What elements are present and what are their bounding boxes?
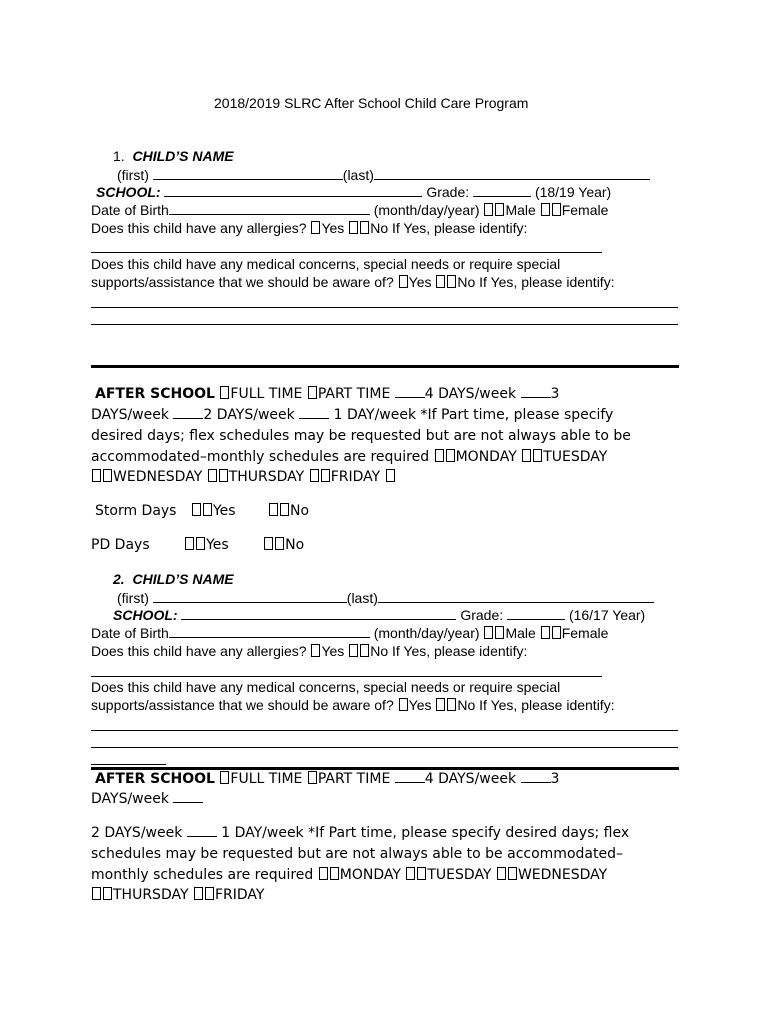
child1-heading-label: CHILD’S NAME bbox=[132, 148, 234, 164]
after-school2-thursday-label: THURSDAY bbox=[113, 887, 189, 903]
after-school1-extra-checkbox[interactable] bbox=[386, 469, 395, 482]
child1-name-row bbox=[117, 166, 650, 184]
child1-male-checkbox[interactable] bbox=[484, 203, 493, 216]
storm-days-no-checkbox[interactable] bbox=[269, 503, 278, 516]
after-school2-monday-label: MONDAY bbox=[339, 867, 401, 883]
storm-days-no-checkbox-2[interactable] bbox=[280, 503, 289, 516]
child1-medical-question-2: supports/assistance that we should be aware of? bbox=[91, 274, 394, 290]
child1-allergies-no-checkbox-2[interactable] bbox=[360, 221, 369, 234]
after-school1-parttime-checkbox[interactable] bbox=[308, 386, 317, 399]
storm-days-yes-checkbox-2[interactable] bbox=[203, 503, 212, 516]
storm-days-label: Storm Days bbox=[95, 503, 177, 519]
child1-grade-field[interactable] bbox=[473, 183, 531, 197]
after-school1-monday-checkbox-2[interactable] bbox=[446, 449, 455, 462]
after-school2-line3 bbox=[91, 823, 629, 844]
child1-medical-line-2[interactable] bbox=[91, 324, 678, 325]
child2-male-checkbox[interactable] bbox=[484, 626, 493, 639]
child1-school-row bbox=[96, 183, 611, 201]
after-school1-4days-label: 4 DAYS/week bbox=[424, 386, 517, 402]
child2-male-checkbox-2[interactable] bbox=[495, 626, 504, 639]
after-school2-line4: schedules may be requested but are not always able to be accommodated– bbox=[91, 846, 623, 862]
child1-dob-field[interactable] bbox=[169, 201, 370, 215]
child2-allergies-no-checkbox[interactable] bbox=[349, 644, 358, 657]
after-school1-fulltime-checkbox[interactable] bbox=[220, 386, 229, 399]
child2-name-row bbox=[117, 589, 654, 607]
after-school2-line2 bbox=[91, 789, 203, 810]
child2-medical-question-1: Does this child have any medical concerns, special needs or require special bbox=[91, 679, 561, 695]
child1-dob-format: (month/day/year) bbox=[373, 202, 480, 218]
child2-female-checkbox[interactable] bbox=[541, 626, 550, 639]
after-school1-line5 bbox=[91, 467, 396, 488]
pd-days-no-checkbox[interactable] bbox=[264, 537, 273, 550]
child1-allergies-question: Does this child have any allergies? bbox=[91, 220, 307, 236]
child2-school-row bbox=[113, 606, 645, 624]
child2-medical-line-2[interactable] bbox=[91, 747, 678, 748]
storm-days-yes-label: Yes bbox=[212, 503, 236, 519]
storm-days-row bbox=[95, 501, 309, 522]
pd-days-label: PD Days bbox=[91, 537, 150, 553]
after-school1-friday-checkbox-2[interactable] bbox=[321, 469, 330, 482]
child1-dob-row bbox=[91, 201, 608, 219]
after-school2-parttime-checkbox[interactable] bbox=[308, 771, 317, 784]
child2-first-label: (first) bbox=[117, 590, 149, 606]
after-school2-4days-label: 4 DAYS/week bbox=[424, 771, 517, 787]
child1-last-label: (last) bbox=[342, 167, 374, 183]
child2-allergies-no-checkbox-2[interactable] bbox=[360, 644, 369, 657]
pd-days-no-checkbox-2[interactable] bbox=[275, 537, 284, 550]
child2-school-label: SCHOOL: bbox=[113, 607, 178, 623]
after-school2-3days-label: DAYS/week bbox=[91, 791, 169, 807]
child2-dob-label: Date of Birth bbox=[91, 625, 169, 641]
after-school1-thursday-label: THURSDAY bbox=[228, 469, 305, 485]
pd-days-yes-checkbox-2[interactable] bbox=[196, 537, 205, 550]
child2-female-checkbox-2[interactable] bbox=[552, 626, 561, 639]
child1-school-field[interactable] bbox=[164, 183, 422, 197]
child2-medical-row bbox=[91, 696, 615, 714]
child1-heading bbox=[113, 147, 234, 165]
child2-allergies-yes-label: Yes bbox=[321, 643, 345, 659]
child2-dob-field[interactable] bbox=[169, 624, 370, 638]
after-school1-tuesday-label: TUESDAY bbox=[543, 449, 608, 465]
after-school2-1day-field[interactable] bbox=[187, 823, 217, 837]
after-school2-3-label: 3 bbox=[550, 771, 560, 787]
after-school2-label: AFTER SCHOOL bbox=[95, 771, 215, 787]
after-school2-wednesday-checkbox[interactable] bbox=[497, 867, 506, 880]
after-school2-fulltime-checkbox[interactable] bbox=[220, 771, 229, 784]
child2-allergies-yes-checkbox[interactable] bbox=[311, 644, 320, 657]
pd-days-no-label: No bbox=[285, 537, 305, 553]
child2-dob-format: (month/day/year) bbox=[373, 625, 480, 641]
after-school1-thursday-checkbox[interactable] bbox=[208, 469, 217, 482]
child1-medical-question-1: Does this child have any medical concerns, special needs or require special bbox=[91, 256, 561, 272]
after-school1-2days-field[interactable] bbox=[173, 405, 203, 419]
child2-allergies-row bbox=[91, 642, 527, 660]
child1-allergies-yes-checkbox[interactable] bbox=[311, 221, 320, 234]
child1-allergies-yes-label: Yes bbox=[321, 220, 345, 236]
after-school2-monday-checkbox[interactable] bbox=[319, 867, 328, 880]
child1-male-checkbox-2[interactable] bbox=[495, 203, 504, 216]
child2-dob-row bbox=[91, 624, 608, 642]
child1-male-label: Male bbox=[505, 202, 536, 218]
child2-first-name-field[interactable] bbox=[153, 589, 347, 603]
page-title: 2018/2019 SLRC After School Child Care Program bbox=[214, 95, 529, 111]
child1-female-label: Female bbox=[561, 202, 609, 218]
after-school2-friday-checkbox[interactable] bbox=[194, 887, 203, 900]
child1-female-checkbox[interactable] bbox=[541, 203, 550, 216]
child1-medical-yes-label: Yes bbox=[408, 274, 432, 290]
child2-heading bbox=[113, 570, 234, 588]
after-school2-3days-field[interactable] bbox=[521, 769, 551, 783]
child2-allergies-no-label: No If Yes, please identify: bbox=[370, 643, 528, 659]
child2-last-name-field[interactable] bbox=[378, 589, 654, 603]
child1-year-note: (18/19 Year) bbox=[534, 184, 612, 200]
after-school1-3days-field[interactable] bbox=[521, 384, 551, 398]
after-school1-required-text: accommodated–monthly schedules are required bbox=[91, 449, 430, 465]
child2-female-label: Female bbox=[561, 625, 609, 641]
child2-allergies-line[interactable] bbox=[91, 676, 602, 677]
child1-allergies-line[interactable] bbox=[91, 252, 602, 253]
after-school1-line3: desired days; flex schedules may be requested but are not always able to be bbox=[91, 428, 631, 444]
child2-heading-label: CHILD’S NAME bbox=[132, 571, 234, 587]
after-school2-tuesday-label: TUESDAY bbox=[427, 867, 492, 883]
child1-first-name-field[interactable] bbox=[153, 166, 343, 180]
child1-allergies-no-label: No If Yes, please identify: bbox=[370, 220, 528, 236]
after-school2-2days-field[interactable] bbox=[173, 789, 203, 803]
child1-medical-line-1[interactable] bbox=[91, 307, 678, 308]
pd-days-yes-checkbox[interactable] bbox=[185, 537, 194, 550]
after-school2-wednesday-checkbox-2[interactable] bbox=[508, 867, 517, 880]
section-divider-1 bbox=[91, 365, 679, 368]
child1-grade-label: Grade: bbox=[426, 184, 470, 200]
child1-heading-number: 1. bbox=[113, 148, 125, 164]
child2-allergies-question: Does this child have any allergies? bbox=[91, 643, 307, 659]
after-school2-4days-field[interactable] bbox=[395, 769, 425, 783]
child2-medical-yes-label: Yes bbox=[408, 697, 432, 713]
child2-heading-number: 2. bbox=[113, 571, 125, 587]
after-school2-parttime-label: PART TIME bbox=[317, 771, 391, 787]
child1-medical-row bbox=[91, 273, 615, 291]
after-school1-line4 bbox=[91, 447, 607, 468]
after-school2-required-text: monthly schedules are required bbox=[91, 867, 314, 883]
child1-dob-label: Date of Birth bbox=[91, 202, 169, 218]
after-school2-monday-checkbox-2[interactable] bbox=[330, 867, 339, 880]
child2-medical-no-label: No If Yes, please identify: bbox=[457, 697, 615, 713]
after-school1-line2 bbox=[91, 405, 613, 426]
after-school1-line1 bbox=[95, 384, 559, 405]
after-school1-2days-label: 2 DAYS/week bbox=[203, 407, 295, 423]
after-school2-thursday-checkbox-2[interactable] bbox=[103, 887, 112, 900]
child2-medical-no-checkbox[interactable] bbox=[436, 698, 445, 711]
after-school2-friday-label: FRIDAY bbox=[214, 887, 265, 903]
child2-year-note: (16/17 Year) bbox=[568, 607, 646, 623]
after-school1-parttime-label: PART TIME bbox=[317, 386, 391, 402]
after-school1-wednesday-checkbox-2[interactable] bbox=[103, 469, 112, 482]
child1-female-checkbox-2[interactable] bbox=[552, 203, 561, 216]
child2-medical-no-checkbox-2[interactable] bbox=[447, 698, 456, 711]
after-school1-monday-label: MONDAY bbox=[455, 449, 517, 465]
child2-medical-line-3[interactable] bbox=[91, 764, 166, 765]
child2-medical-line-1[interactable] bbox=[91, 730, 678, 731]
child2-school-field[interactable] bbox=[181, 606, 456, 620]
after-school2-2days-label: 2 DAYS/week bbox=[91, 825, 183, 841]
after-school2-line1 bbox=[95, 769, 559, 790]
after-school1-thursday-checkbox-2[interactable] bbox=[219, 469, 228, 482]
child1-medical-no-checkbox-2[interactable] bbox=[447, 275, 456, 288]
after-school1-3-label: 3 bbox=[550, 386, 560, 402]
after-school1-wednesday-checkbox[interactable] bbox=[92, 469, 101, 482]
after-school1-3days-label: DAYS/week bbox=[91, 407, 169, 423]
child1-medical-no-checkbox[interactable] bbox=[436, 275, 445, 288]
after-school2-fulltime-label: FULL TIME bbox=[230, 771, 303, 787]
after-school1-label: AFTER SCHOOL bbox=[95, 386, 215, 402]
after-school2-thursday-checkbox[interactable] bbox=[92, 887, 101, 900]
after-school1-monday-checkbox[interactable] bbox=[435, 449, 444, 462]
after-school1-friday-checkbox[interactable] bbox=[310, 469, 319, 482]
after-school2-line5 bbox=[91, 865, 607, 886]
after-school1-1day-field[interactable] bbox=[299, 405, 329, 419]
child2-male-label: Male bbox=[505, 625, 536, 641]
storm-days-no-label: No bbox=[290, 503, 310, 519]
child2-last-label: (last) bbox=[346, 590, 378, 606]
after-school2-1day-label: 1 DAY/week *If Part time, please specify desired days; flex bbox=[221, 825, 630, 841]
child2-medical-yes-checkbox[interactable] bbox=[399, 698, 408, 711]
child2-grade-label: Grade: bbox=[460, 607, 504, 623]
after-school2-tuesday-checkbox-2[interactable] bbox=[417, 867, 426, 880]
child1-allergies-no-checkbox[interactable] bbox=[349, 221, 358, 234]
after-school2-line6 bbox=[91, 885, 264, 906]
storm-days-yes-checkbox[interactable] bbox=[192, 503, 201, 516]
after-school1-tuesday-checkbox-2[interactable] bbox=[533, 449, 542, 462]
child2-grade-field[interactable] bbox=[507, 606, 565, 620]
child1-school-label: SCHOOL: bbox=[96, 184, 161, 200]
child1-first-label: (first) bbox=[117, 167, 149, 183]
after-school1-1day-label: 1 DAY/week *If Part time, please specify bbox=[333, 407, 614, 423]
after-school1-wednesday-label: WEDNESDAY bbox=[113, 469, 203, 485]
after-school2-wednesday-label: WEDNESDAY bbox=[517, 867, 608, 883]
pd-days-yes-label: Yes bbox=[206, 537, 229, 553]
child1-medical-no-label: No If Yes, please identify: bbox=[457, 274, 615, 290]
child1-last-name-field[interactable] bbox=[374, 166, 650, 180]
after-school1-tuesday-checkbox[interactable] bbox=[522, 449, 531, 462]
child2-medical-question-2: supports/assistance that we should be aware of? bbox=[91, 697, 394, 713]
after-school2-tuesday-checkbox[interactable] bbox=[406, 867, 415, 880]
after-school1-4days-field[interactable] bbox=[395, 384, 425, 398]
after-school1-friday-label: FRIDAY bbox=[330, 469, 381, 485]
pd-days-row bbox=[91, 535, 304, 556]
after-school2-friday-checkbox-2[interactable] bbox=[205, 887, 214, 900]
after-school1-fulltime-label: FULL TIME bbox=[230, 386, 303, 402]
child1-allergies-row bbox=[91, 219, 527, 237]
child1-medical-yes-checkbox[interactable] bbox=[399, 275, 408, 288]
